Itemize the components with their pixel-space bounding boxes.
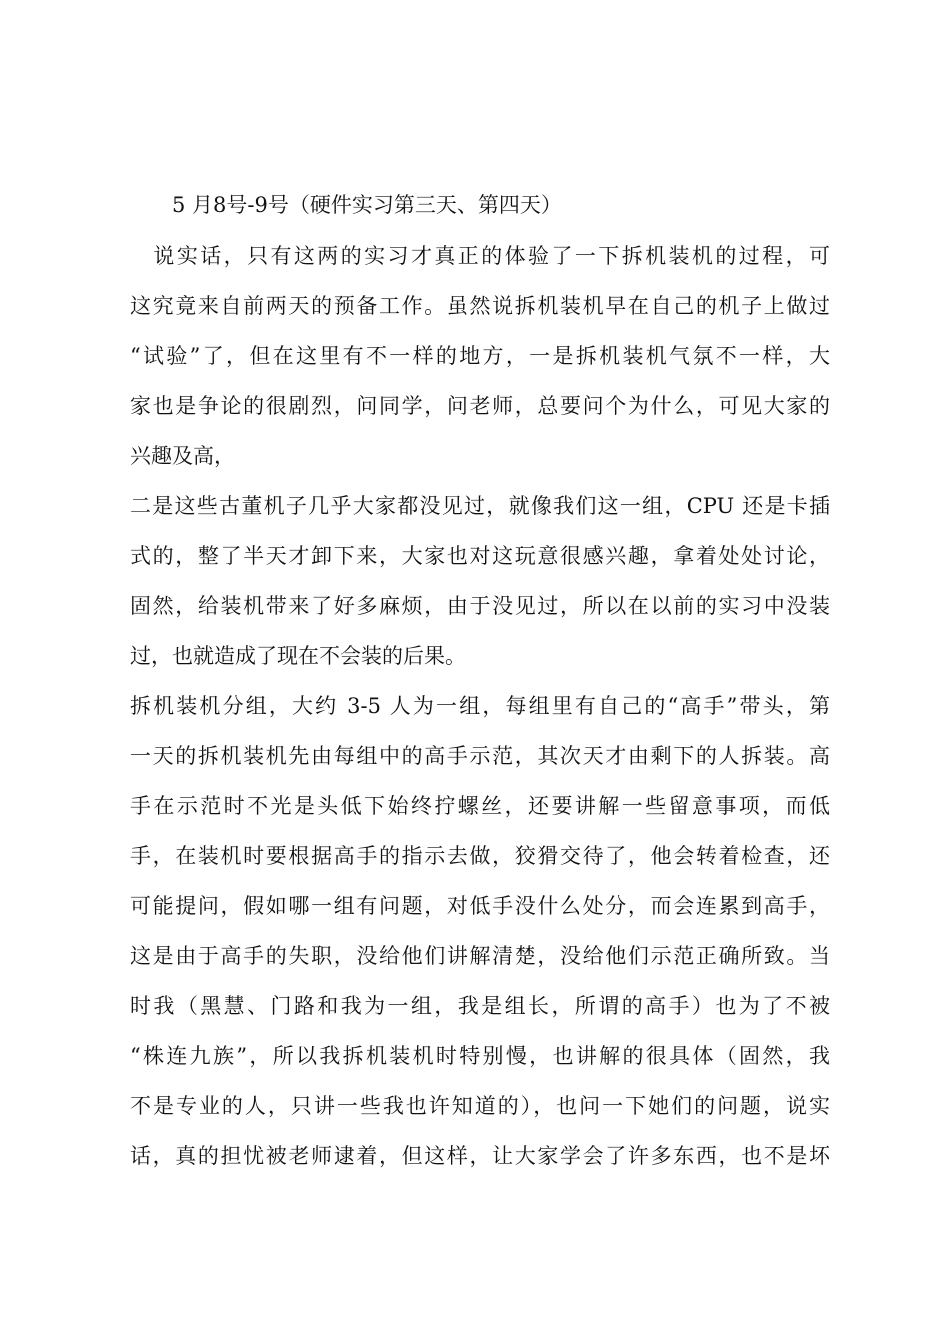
text-line: 一天的拆机装机先由每组中的高手示范，其次天才由剩下的人拆装。高 <box>130 744 830 768</box>
text-line: 话，真的担忧被老师逮着，但这样，让大家学会了许多东西，也不是坏 <box>130 1144 830 1168</box>
text-line: 拆机装机分组，大约 3-5 人为一组，每组里有自己的“高手”带头，第 <box>130 694 830 718</box>
text-line: 兴趣及高， <box>130 444 235 468</box>
text-line: 家也是争论的很剧烈，问同学，问老师，总要问个为什么，可见大家的 <box>130 394 830 418</box>
text-line: 时我（黑慧、门路和我为一组，我是组长，所谓的高手）也为了不被 <box>130 994 830 1018</box>
text-line: “株连九族”，所以我拆机装机时特别慢，也讲解的很具体（固然，我 <box>130 1044 830 1068</box>
text-line: 这是由于高手的失职，没给他们讲解清楚，没给他们示范正确所致。当 <box>130 944 830 968</box>
date-heading: 5 月8号-9号（硬件实习第三天、第四天） <box>172 193 562 217</box>
text-line: 手，在装机时要根据高手的指示去做，狡猾交待了，他会转着检查，还 <box>130 844 830 868</box>
text-line: 这究竟来自前两天的预备工作。虽然说拆机装机早在自己的机子上做过 <box>130 294 830 318</box>
text-line: 固然，给装机带来了好多麻烦，由于没见过，所以在以前的实习中没装 <box>130 594 830 618</box>
text-line: 不是专业的人，只讲一些我也许知道的），也问一下她们的问题，说实 <box>130 1094 830 1118</box>
text-line: 可能提问，假如哪一组有问题，对低手没什么处分，而会连累到高手， <box>130 894 830 918</box>
text-line: 手在示范时不光是头低下始终拧螺丝，还要讲解一些留意事项，而低 <box>130 794 830 818</box>
text-line: 说实话，只有这两的实习才真正的体验了一下拆机装机的过程，可 <box>130 244 830 268</box>
text-line: 式的，整了半天才卸下来，大家也对这玩意很感兴趣，拿着处处讨论， <box>130 544 830 568</box>
text-line: 过，也就造成了现在不会装的后果。 <box>130 644 466 668</box>
text-line: 二是这些古董机子几乎大家都没见过，就像我们这一组，CPU 还是卡插 <box>130 494 830 518</box>
text-line: “试验”了，但在这里有不一样的地方，一是拆机装机气氛不一样，大 <box>130 344 830 368</box>
